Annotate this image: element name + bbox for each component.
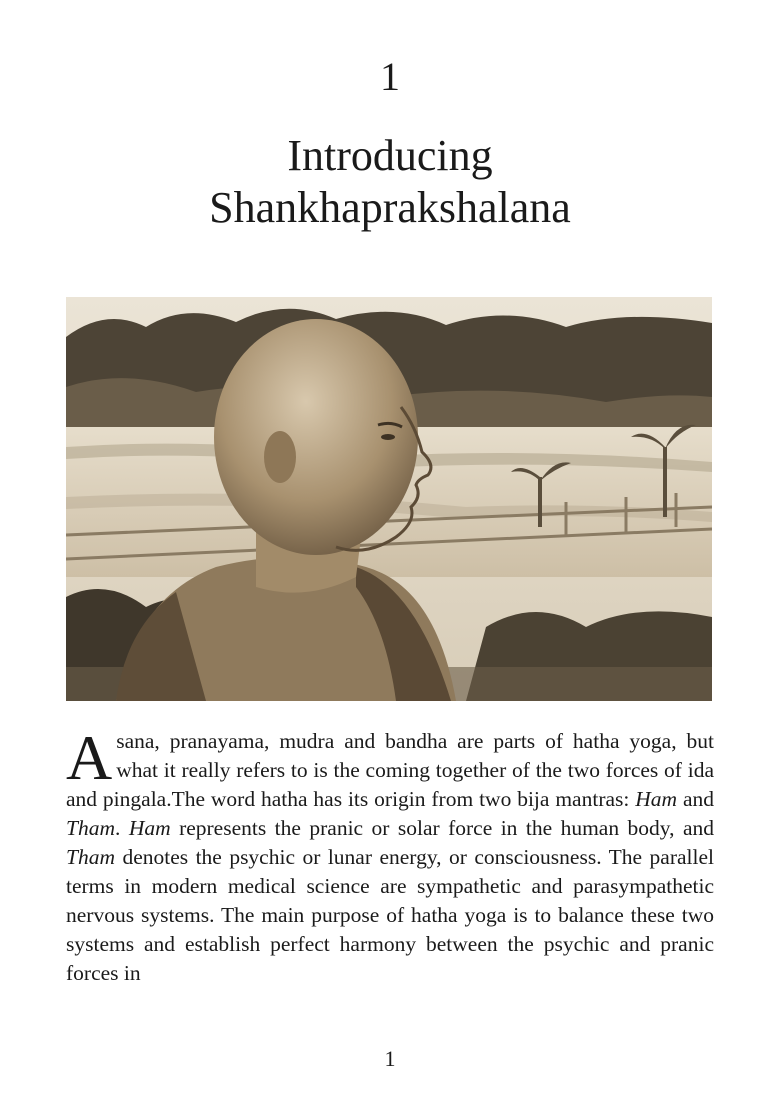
portrait-photo-icon [66, 297, 712, 701]
portrait-photo [66, 297, 712, 701]
text-run-2: and [677, 787, 715, 811]
drop-cap: A [66, 722, 113, 793]
text-run-3: . [114, 816, 129, 840]
chapter-title-line-1: Introducing [287, 131, 493, 180]
text-run-4: represents the pranic or solar force in the human body, and [170, 816, 715, 840]
chapter-number: 1 [380, 54, 400, 99]
body-text [66, 722, 715, 988]
chapter-title-line-2: Shankhaprakshalana [209, 183, 571, 232]
paragraph [66, 722, 715, 988]
chapter-title [0, 130, 780, 234]
text-run-1: sana, pranayama, mudra and bandha are parts of hatha yoga, but what it really refers to is the coming together of the two forces of ida and pingala.The word hatha has its origin from two bija mantras: [66, 729, 714, 811]
term-ham: Ham [635, 787, 678, 811]
term-tham: Tham [66, 816, 115, 840]
page-number: 1 [384, 1046, 396, 1071]
term-ham-2: Ham [128, 816, 171, 840]
term-tham-2: Tham [66, 845, 115, 869]
text-run-5: denotes the psychic or lunar energy, or consciousness. The parallel terms in modern medical science are sympathetic and parasympathetic nervous systems. The main purpose of hatha yoga is to balance these two systems and establish perfect harmony between the psychic and pranic forces in [66, 845, 714, 985]
